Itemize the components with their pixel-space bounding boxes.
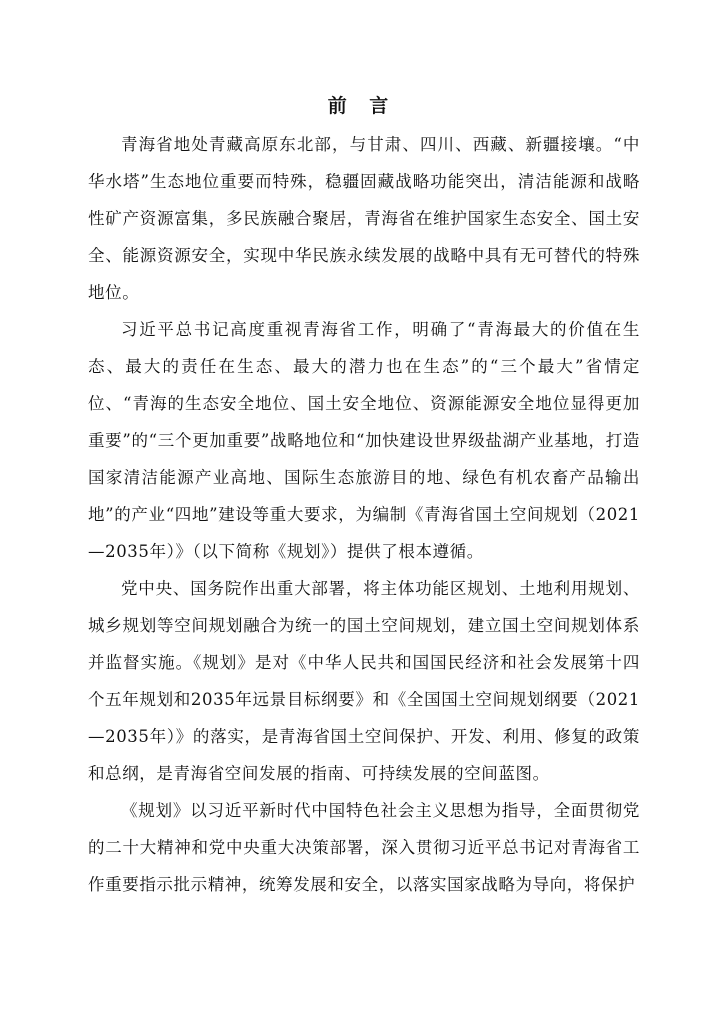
paragraph-3: 党中央、国务院作出重大部署，将主体功能区规划、土地利用规划、城乡规划等空间规划融合为统一的国土空间规划，建立国土空间规划体系并监督实施。《规划》是对《中华人民共和国国民经济和社会发展第十四个五年规划和2035年远景目标纲要》和《全国国土空间规划纲要（2021—2035年）》的落实，是青海省国土空间保护、开发、利用、修复的政策和总纲，是青海省空间发展的指南、可持续发展的空间蓝图。 [88,579,640,783]
body-text [88,126,640,903]
paragraph-1: 青海省地处青藏高原东北部，与甘肃、四川、西藏、新疆接壤。“中华水塔”生态地位重要而特殊，稳疆固藏战略功能突出，清洁能源和战略性矿产资源富集，多民族融合聚居，青海省在维护国家生态安全、国土安全、能源资源安全，实现中华民族永续发展的战略中具有无可替代的特殊地位。 [88,135,640,302]
paragraph-4: 《规划》以习近平新时代中国特色社会主义思想为指导，全面贯彻党的二十大精神和党中央重大决策部署，深入贯彻习近平总书记对青海省工作重要指示批示精神，统筹发展和安全，以落实国家战略为导向，将保护 [88,801,640,894]
paragraph-2: 习近平总书记高度重视青海省工作，明确了“青海最大的价值在生态、最大的责任在生态、最大的潜力也在生态”的“三个最大”省情定位、“青海的生态安全地位、国土安全地位、资源能源安全地位显得更加重要”的“三个更加重要”战略地位和“加快建设世界级盐湖产业基地，打造国家清洁能源产业高地、国际生态旅游目的地、绿色有机农畜产品输出地”的产业“四地”建设等重大要求，为编制《青海省国土空间规划（2021—2035年）》（以下简称《规划》）提供了根本遵循。 [88,320,640,561]
page-title: 前 言 [327,95,397,117]
